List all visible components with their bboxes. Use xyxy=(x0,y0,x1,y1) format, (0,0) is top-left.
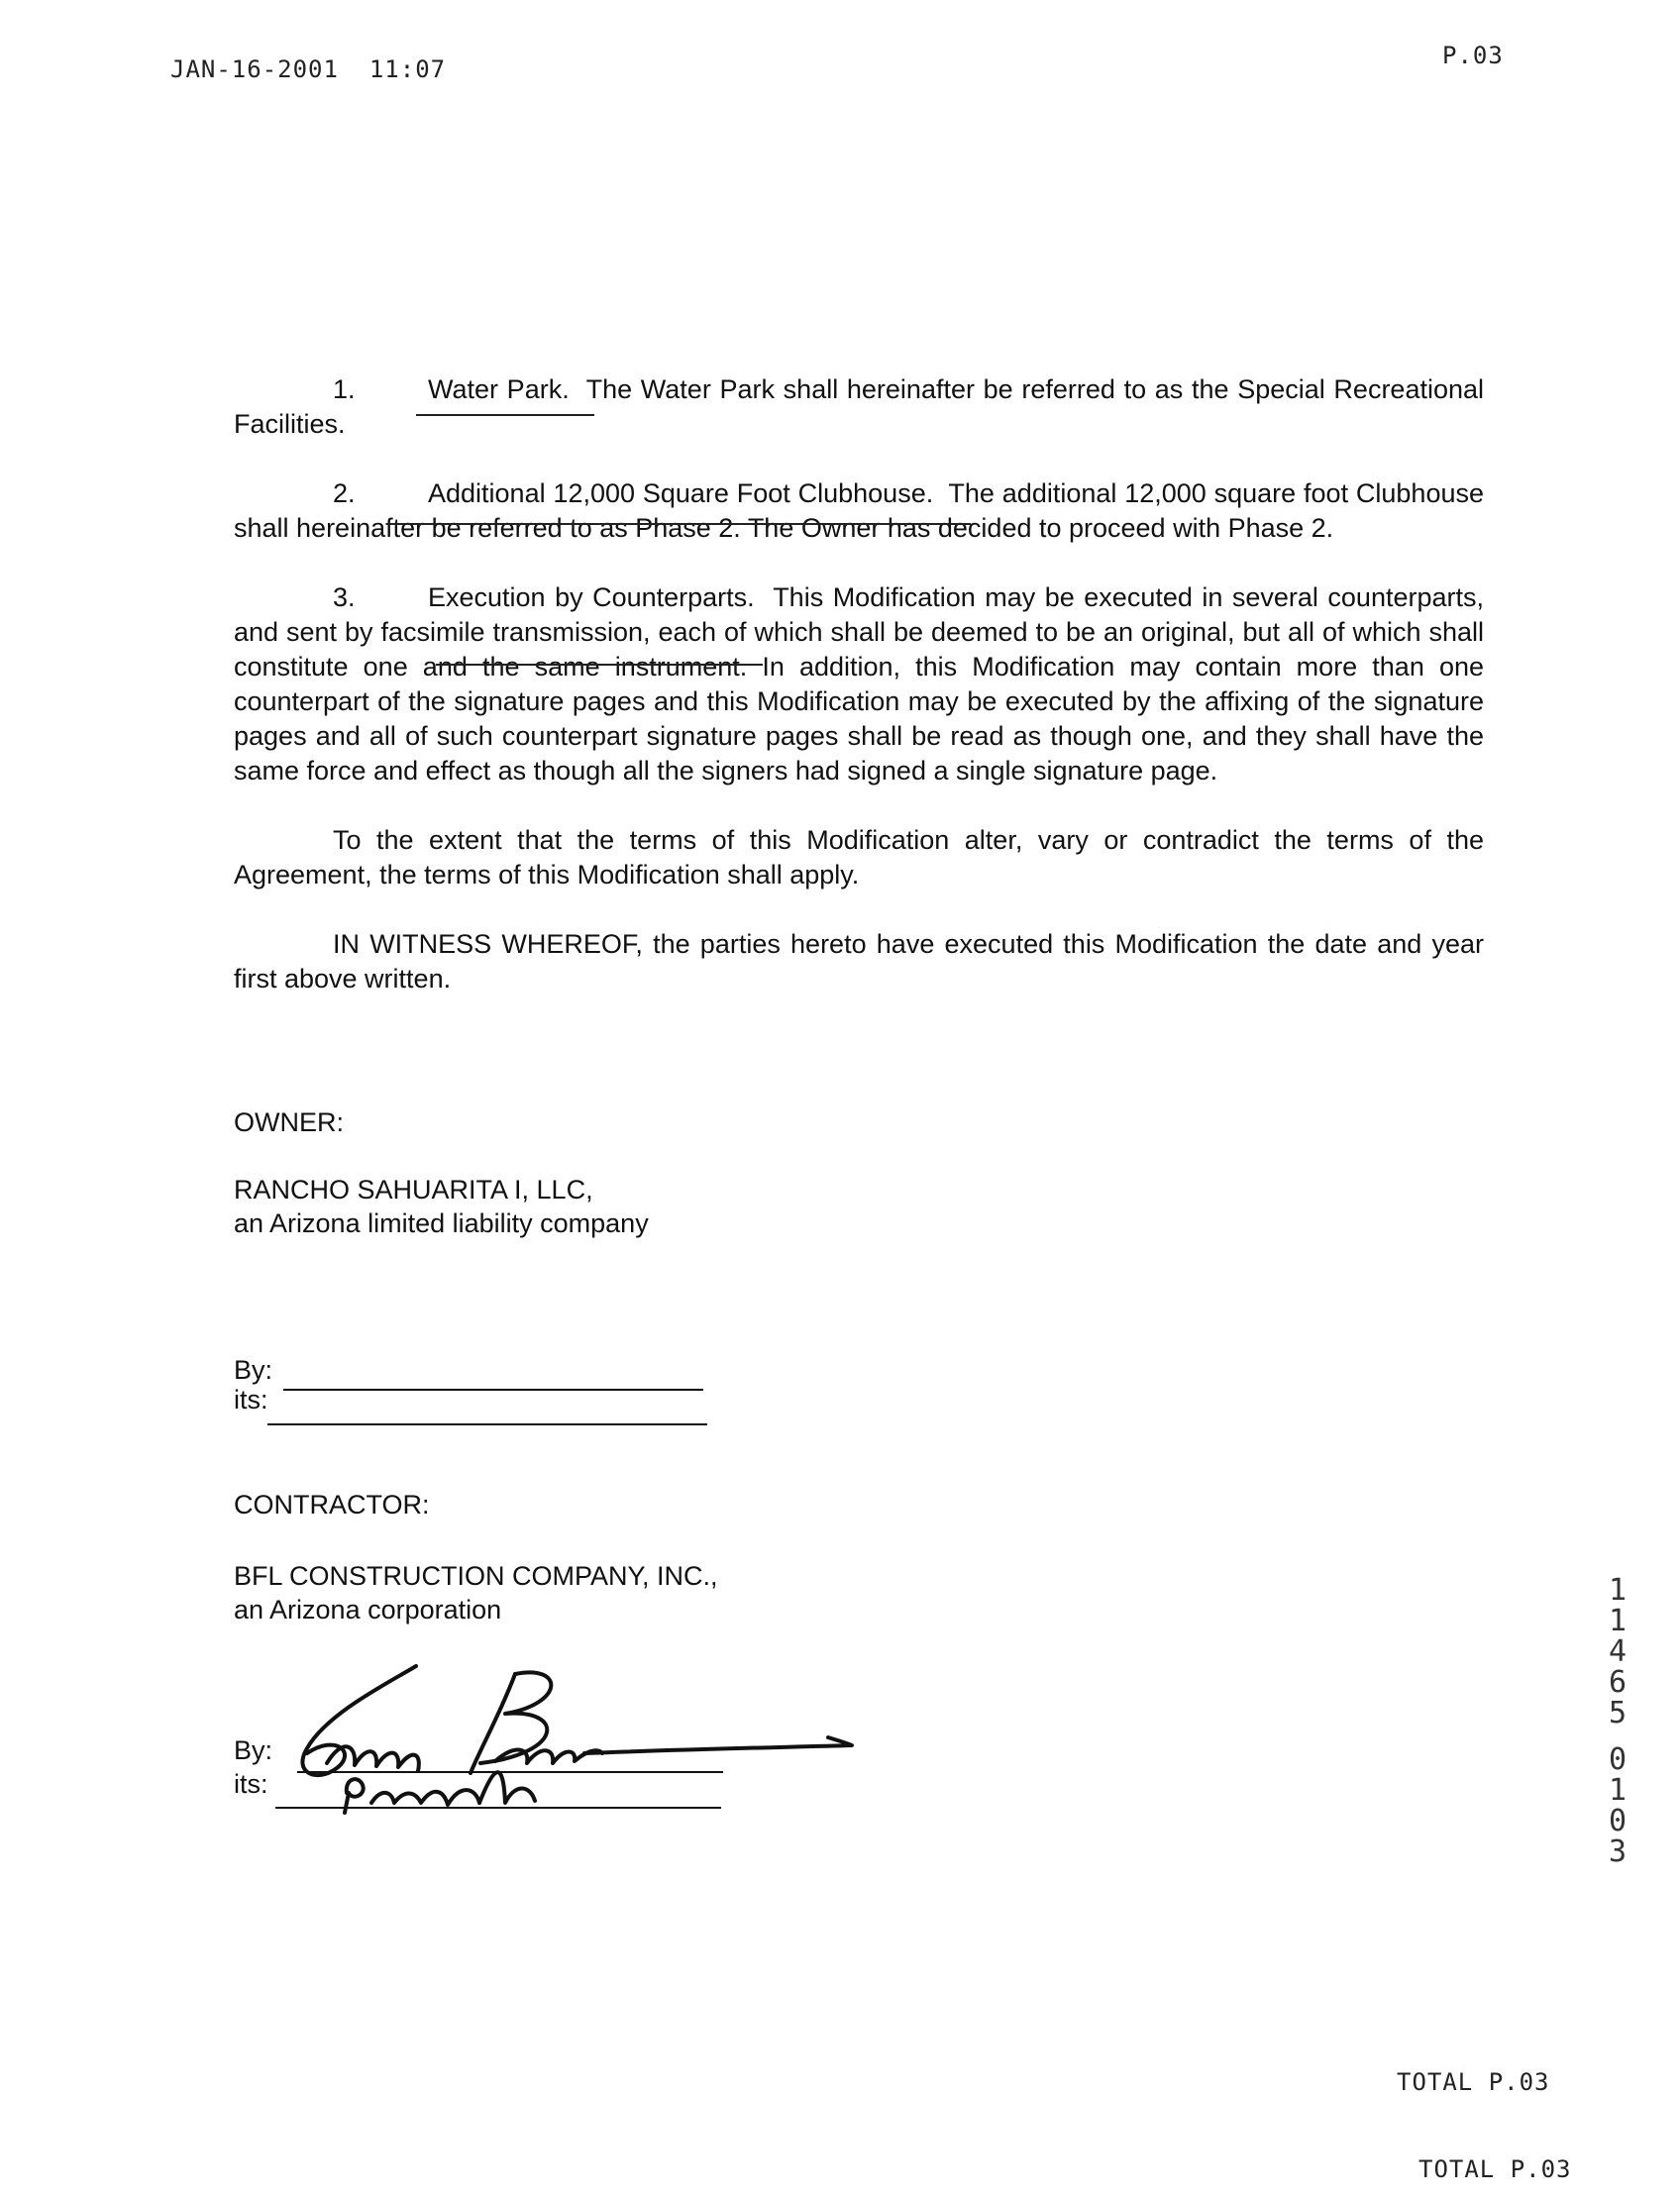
section-3-text: This Modification may be executed in several counterparts, and sent by facsimile transmission, each of which shall be deemed to be an original, but all of which shall constitute one and the same instrument. In addition, this Modification may contain more than one counterpart of the signature pages and this Modification may be executed by the affixing of the signature pages and all of such counterpart signature pages shall be read as though one, and they shall have the same force and effect as though all the signers had signed a single signature page. xyxy=(234,582,1484,786)
section-2-number: 2. xyxy=(333,478,356,508)
section-1-text: The Water Park shall hereinafter be referred to as the Special Recreational Facilities. xyxy=(234,374,1485,439)
section-1-number: 1. xyxy=(333,374,356,404)
section-1 xyxy=(234,372,1484,442)
owner-by-label: By: xyxy=(234,1355,273,1385)
contractor-by-label: By: xyxy=(234,1735,273,1765)
section-2-heading: Additional 12,000 Square Foot Clubhouse. xyxy=(428,478,934,508)
contractor-description: an Arizona corporation xyxy=(234,1595,502,1624)
witness-paragraph-text: IN WITNESS WHEREOF, the parties hereto have executed this Modification the date and year first above written. xyxy=(234,929,1484,994)
section-2-text: The additional 12,000 square foot Clubhouse shall hereinafter be referred to as Phase 2. The Owner has decided to proceed with Phase 2. xyxy=(234,478,1484,543)
footer-total-2: TOTAL P.03 xyxy=(1418,2155,1572,2183)
owner-by-line[interactable] xyxy=(283,1389,703,1391)
scan-mark-2 xyxy=(386,523,971,525)
fax-page-number: P.03 xyxy=(1442,42,1504,69)
owner-description: an Arizona limited liability company xyxy=(234,1208,649,1238)
document-body xyxy=(234,372,1484,1031)
owner-label: OWNER: xyxy=(234,1107,344,1137)
section-3-heading: Execution by Counterparts. xyxy=(428,582,755,612)
contractor-label: CONTRACTOR: xyxy=(234,1490,430,1519)
contractor-its-label: its: xyxy=(234,1769,268,1799)
owner-its-line[interactable] xyxy=(267,1423,707,1425)
contractor-name: BFL CONSTRUCTION COMPANY, INC., xyxy=(234,1561,718,1591)
owner-name: RANCHO SAHUARITA I, LLC, xyxy=(234,1175,593,1205)
document-control-number: 1 1 4 6 5 0 1 0 3 xyxy=(1608,1573,1628,1869)
extent-paragraph-text: To the extent that the terms of this Modification alter, vary or contradict the terms of the Agreement, the terms of this Modification shall apply. xyxy=(234,825,1484,890)
section-3-number: 3. xyxy=(333,582,356,612)
scan-mark-1 xyxy=(416,414,594,416)
section-1-heading: Water Park. xyxy=(428,374,570,404)
contractor-signature xyxy=(267,1654,862,1823)
witness-paragraph xyxy=(234,927,1484,996)
extent-paragraph xyxy=(234,823,1484,892)
section-2 xyxy=(234,476,1484,546)
section-3 xyxy=(234,580,1484,788)
footer-total-1: TOTAL P.03 xyxy=(1397,2068,1550,2096)
fax-datetime: JAN-16-2001 11:07 xyxy=(170,55,447,83)
scan-mark-3 xyxy=(436,664,763,666)
owner-its-label: its: xyxy=(234,1385,268,1414)
